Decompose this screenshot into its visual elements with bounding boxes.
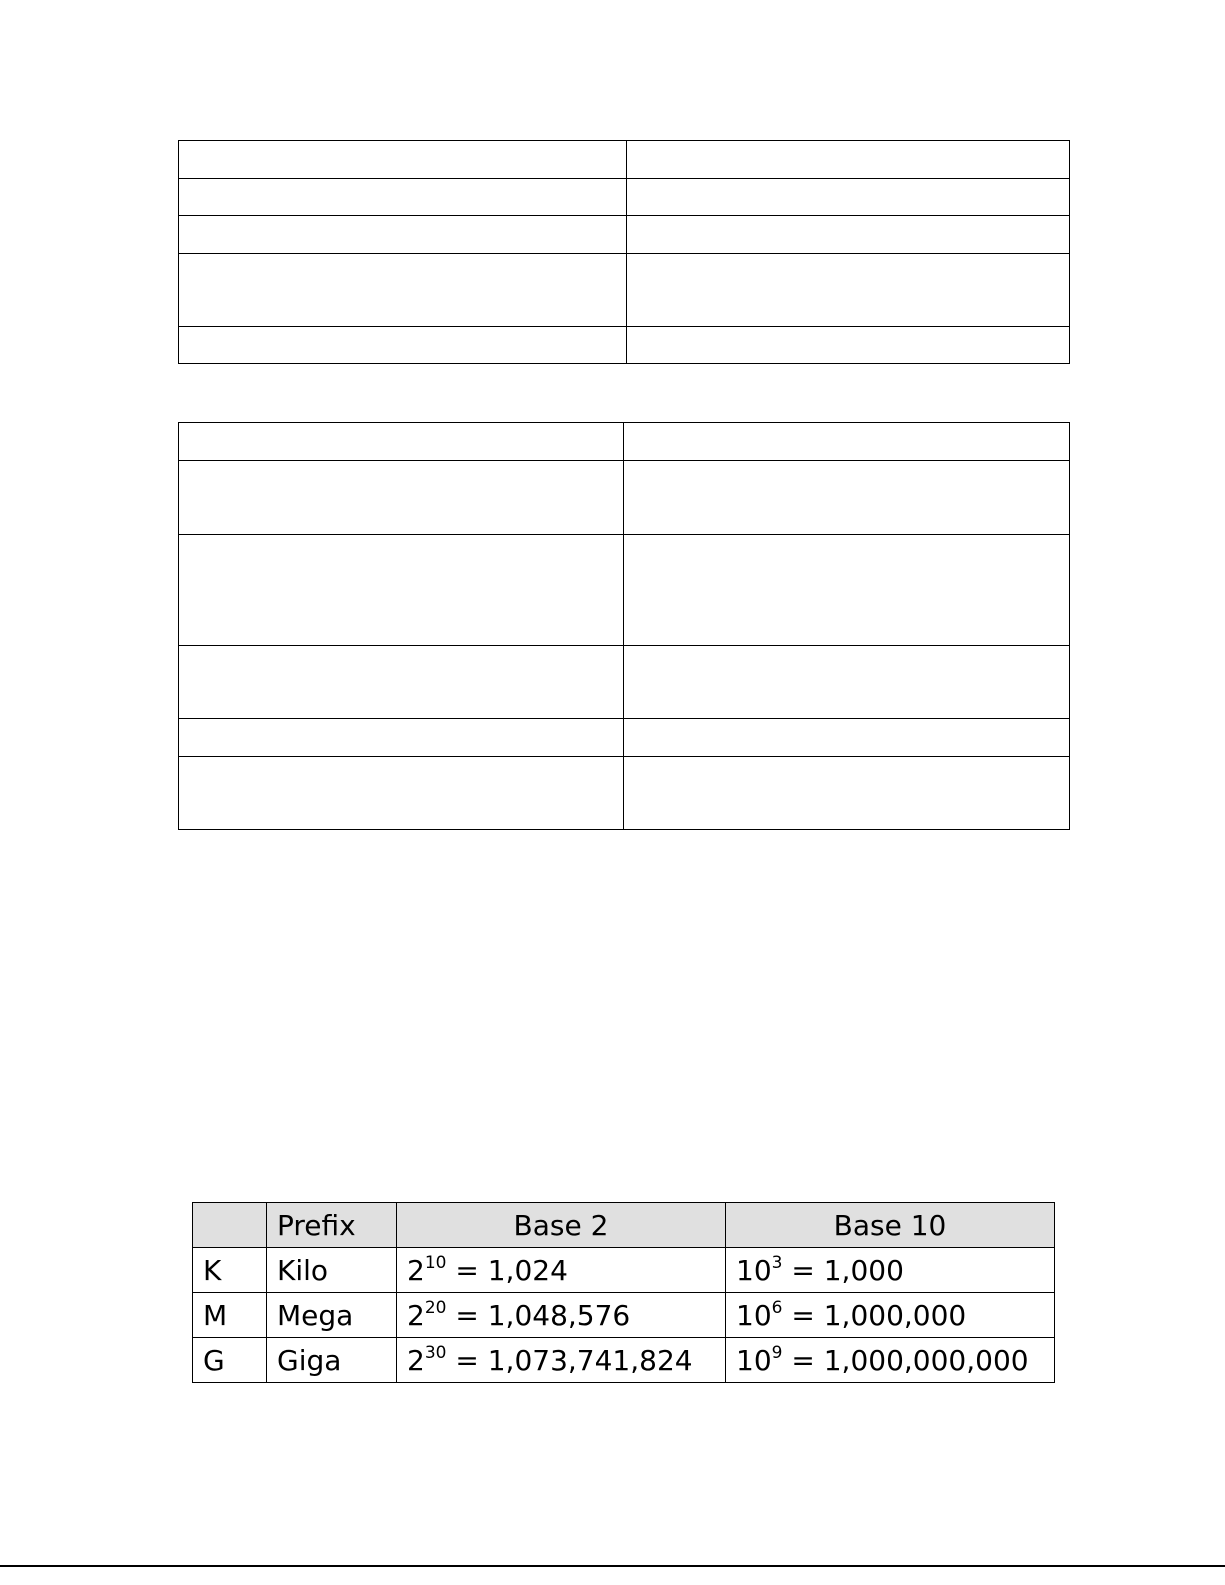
table-cell: [179, 535, 624, 646]
table-cell: [624, 535, 1070, 646]
table-row: [193, 1248, 1055, 1293]
table-cell: [179, 719, 624, 757]
symbol-cell: K: [193, 1248, 267, 1293]
prefix-cell: Kilo: [267, 1248, 397, 1293]
table-cell: [179, 646, 624, 719]
table-cell: [624, 757, 1070, 830]
base10-value: = 1,000: [782, 1253, 904, 1287]
table-cell: [624, 423, 1070, 461]
blank-table-1: [178, 140, 1070, 364]
table-row: [179, 757, 1070, 830]
base2-cell: [397, 1338, 726, 1383]
prefix-table: [192, 1202, 1055, 1383]
table-cell: [179, 423, 624, 461]
base10-exponent: 3: [771, 1252, 783, 1273]
base10-cell: [726, 1338, 1055, 1383]
table-cell: [179, 254, 627, 327]
table-row: [179, 141, 1070, 179]
bottom-rule: [0, 1565, 1225, 1567]
base10-value: = 1,000,000,000: [782, 1343, 1029, 1377]
header-base2: Base 2: [397, 1203, 726, 1248]
table-row: [179, 719, 1070, 757]
header-prefix: Prefix: [267, 1203, 397, 1248]
base2-base: 2: [407, 1253, 425, 1287]
base2-value: = 1,073,741,824: [446, 1343, 693, 1377]
base10-value: = 1,000,000: [782, 1298, 967, 1332]
table-cell: [627, 254, 1070, 327]
base2-cell: [397, 1248, 726, 1293]
base10-cell: [726, 1248, 1055, 1293]
table-row: [179, 179, 1070, 216]
table-row: [179, 216, 1070, 254]
symbol-cell: M: [193, 1293, 267, 1338]
base10-exponent: 6: [771, 1297, 783, 1318]
table-row: [179, 646, 1070, 719]
table-row: [179, 423, 1070, 461]
base10-base: 10: [736, 1343, 772, 1377]
prefix-cell: Giga: [267, 1338, 397, 1383]
table-cell: [179, 461, 624, 535]
table-cell: [179, 179, 627, 216]
table-cell: [624, 719, 1070, 757]
base2-cell: [397, 1293, 726, 1338]
table-cell: [627, 327, 1070, 364]
table-cell: [627, 141, 1070, 179]
base2-exponent: 30: [424, 1342, 447, 1363]
base10-cell: [726, 1293, 1055, 1338]
base2-value: = 1,048,576: [446, 1298, 631, 1332]
table-cell: [624, 646, 1070, 719]
header-base10: Base 10: [726, 1203, 1055, 1248]
table-cell: [627, 216, 1070, 254]
base2-exponent: 10: [424, 1252, 447, 1273]
table-row: [179, 535, 1070, 646]
table-row: [179, 461, 1070, 535]
table-cell: [179, 216, 627, 254]
base2-base: 2: [407, 1343, 425, 1377]
prefix-cell: Mega: [267, 1293, 397, 1338]
table-cell: [624, 461, 1070, 535]
blank-table-2: [178, 422, 1070, 830]
table-cell: [179, 327, 627, 364]
table-cell: [627, 179, 1070, 216]
table-row: [179, 254, 1070, 327]
table-row: [193, 1338, 1055, 1383]
header-symbol: [193, 1203, 267, 1248]
table-header-row: [193, 1203, 1055, 1248]
table-row: [193, 1293, 1055, 1338]
base10-exponent: 9: [771, 1342, 783, 1363]
table-cell: [179, 141, 627, 179]
base2-value: = 1,024: [446, 1253, 568, 1287]
table-cell: [179, 757, 624, 830]
symbol-cell: G: [193, 1338, 267, 1383]
table-row: [179, 327, 1070, 364]
base2-exponent: 20: [424, 1297, 447, 1318]
base10-base: 10: [736, 1253, 772, 1287]
base10-base: 10: [736, 1298, 772, 1332]
base2-base: 2: [407, 1298, 425, 1332]
